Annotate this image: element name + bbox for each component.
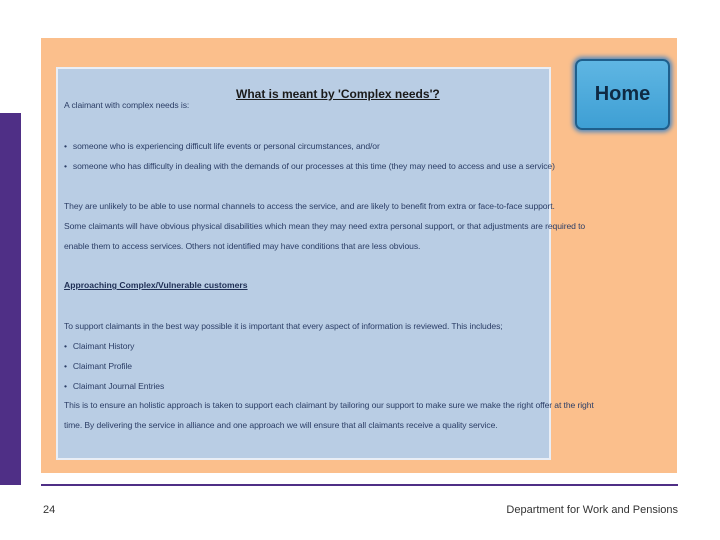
bullet-item: • someone who is experiencing difficult life events or personal circumstances, and/or xyxy=(64,141,380,151)
bullet-item: • Claimant Profile xyxy=(64,361,132,371)
section-subheading: Approaching Complex/Vulnerable customers xyxy=(64,280,248,290)
intro-line: A claimant with complex needs is: xyxy=(64,100,190,110)
paragraph-line: This is to ensure an holistic approach is taken to support each claimant by tailoring our support to make sure we make the right offer at the right xyxy=(64,400,594,410)
content-panel xyxy=(56,67,594,460)
home-button-label: Home xyxy=(594,83,651,105)
bullet-item: • Claimant Journal Entries xyxy=(64,381,164,391)
paragraph-line: enable them to access services. Others not identified may have conditions that are less obvious. xyxy=(64,241,421,251)
left-accent-bar xyxy=(0,113,21,485)
paragraph-line: time. By delivering the service in alliance and one approach we will ensure that all claimants receive a quality service. xyxy=(64,420,498,430)
bullet-item: • Claimant History xyxy=(64,341,134,351)
slide-title: What is meant by 'Complex needs'? xyxy=(236,87,440,101)
paragraph-line: Some claimants will have obvious physical disabilities which mean they may need extra personal support, or that adjustments are required to xyxy=(64,221,586,231)
footer-divider xyxy=(41,484,678,486)
paragraph-line: To support claimants in the best way possible it is important that every aspect of information is reviewed. This includes; xyxy=(64,321,503,331)
bullet-item: • someone who has difficulty in dealing with the demands of our processes at this time (they may need to access and use a service) xyxy=(64,161,555,171)
home-button[interactable] xyxy=(575,59,670,130)
page-number: 24 xyxy=(43,504,56,516)
footer-department: Department for Work and Pensions xyxy=(506,504,678,516)
paragraph-line: They are unlikely to be able to use normal channels to access the service, and are likely to benefit from extra or face-to-face support. xyxy=(64,201,555,211)
